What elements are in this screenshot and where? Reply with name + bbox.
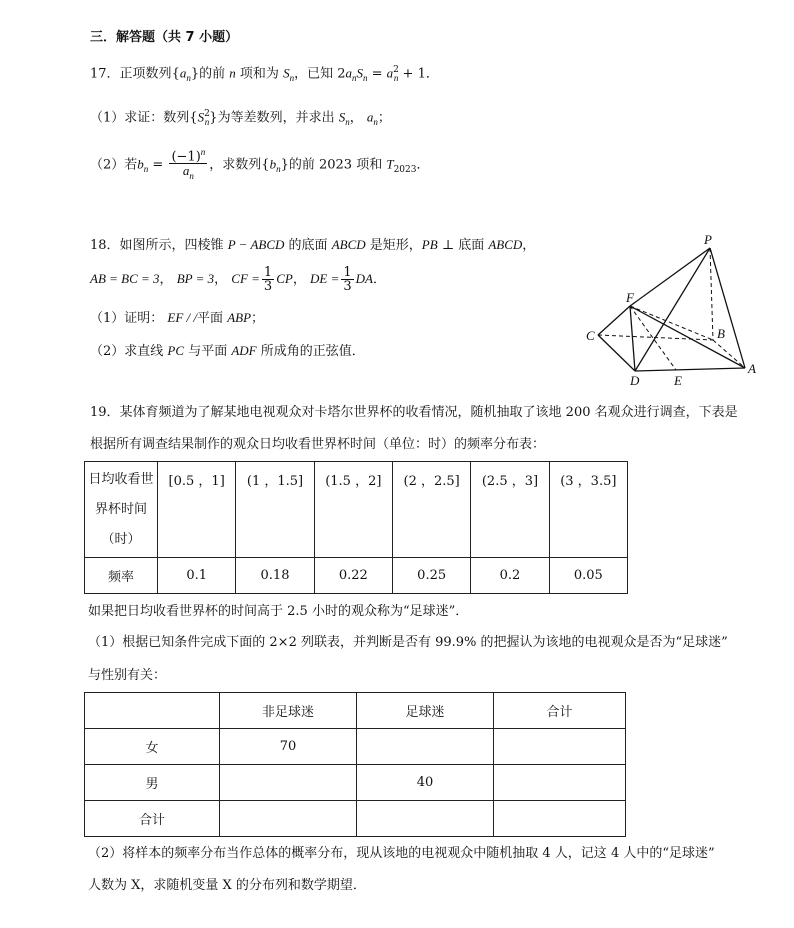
frequency-cell: 0.22 [314,558,392,594]
label-b: B [717,326,725,341]
q18-part1-text: ； [251,311,265,326]
q19-line2: 根据所有调查结果制作的观众日均收看世界杯时间（单位：时）的频率分布表： [90,437,546,452]
edge-cb-hidden [598,335,713,340]
q18-part2 [90,342,365,361]
q18-text: ， [292,272,306,287]
q19-part2-line1: （2）将样本的频率分布当作总体的概率分布，现从该地的电视观众中随机抽取 4 人，记这 4 人中的“足球迷” [88,846,715,861]
q18-ab-bc: AB = BC = 3 [90,271,160,286]
contingency-cell: 40 [357,765,494,801]
contingency-table [84,692,626,837]
label-f: F [626,290,634,305]
q18-part2-text: 所成角的正弦值． [260,344,365,359]
q17-part2: （2）若$b_n$ = $\frac{(-1)^n}{a_n}$ ，求数列$\{b_n\}$的前 2023 项和 $T_{2023}$． [90,146,430,184]
frequency-cell: 0.18 [236,558,314,594]
header-line: （时） [101,531,141,547]
q18-fraction-de: $\frac{1}{3}$ [343,265,352,294]
q17-stem-text: 项和为 [239,66,279,82]
frequency-cell: 0.2 [471,558,549,594]
contingency-row-total [85,801,626,837]
q19-part1-line1: （1）根据已知条件完成下面的 2×2 列联表，并判断是否有 99.9% 的把握认为该地的电视观众是否为“足球迷” [88,635,728,650]
q18-abp: ABP [227,310,252,325]
q18-da: DA [355,271,373,286]
q18-text: 是矩形， [369,238,422,253]
q17-part1-text: ； [377,110,391,126]
q17-part2-text: 的前 2023 项和 [288,157,383,173]
q18-cp: CP [276,271,293,286]
label-p: P [704,232,712,247]
contingency-cell [494,801,626,837]
edge-cd [598,335,635,371]
q17-fraction: $\frac{(-1)^n}{a_n}$ [171,147,206,181]
q18-part2-text: 与平面 [188,344,228,359]
q17-part2-text: （2）若 [90,157,138,173]
contingency-header: 合计 [494,693,626,729]
q19-part1-line2: 与性别有关： [88,668,167,683]
pyramid-figure [580,228,770,388]
interval-cell: (2.5 ，3] [471,462,549,558]
contingency-cell [494,729,626,765]
q18-part2-text: （2）求直线 [90,344,164,359]
q17-stem-text: 的前 [199,66,226,82]
frequency-table [84,461,628,594]
contingency-cell [220,801,357,837]
q17-part1: （1）求证：数列$\{S^2_n\}$为等差数列，并求出 $S_n$， $a_n$； [90,109,391,127]
q17-stem-text: ，已知 [294,66,334,82]
q18-ef: EF / / [167,310,198,325]
edge-pb-hidden [710,248,713,340]
contingency-row-male [85,765,626,801]
q18-number: 18． [90,238,120,253]
q17-part1-text: 为等差数列，并求出 [217,110,335,126]
q18-fraction-cf: $\frac{1}{3}$ [263,265,273,294]
contingency-cell [494,765,626,801]
q17-part1-text: ， [349,110,363,126]
q17-part1-text: （1）求证：数列 [90,110,190,126]
edge-fc [598,306,630,335]
q19-text: 某体育频道为了解某地电视观众对卡塔尔世界杯的收看情况，随机抽取了该地 200 名观众进行调查，下表是 [119,405,738,420]
contingency-row-label: 男 [85,765,220,801]
interval-cell: (3 ，3.5] [549,462,627,558]
interval-cell: (2 ，2.5] [392,462,470,558]
q18-text: 的底面 [288,238,328,253]
q18-line1: 18．如图所示，四棱锥 P − ABCD 的底面 ABCD 是矩形，PB ⊥ 底面 ABCD， [90,237,536,253]
edge-pd [635,248,710,371]
q18-text: ． [372,272,386,287]
header-line: 日均收看世 [88,471,154,487]
q19-line1 [90,404,738,422]
q18-de: DE = [309,271,340,286]
edge-fd [630,306,635,371]
contingency-cell [220,765,357,801]
frequency-cell: 0.05 [549,558,627,594]
q17-part2-text: ． [416,157,430,173]
frequency-table-header-row [85,462,628,558]
header-line: 界杯时间 [94,501,147,517]
frequency-cell: 0.1 [158,558,236,594]
q17-stem: 17．正项数列$\{a_n\}$的前 n 项和为 $S_n$，已知 $2a_nS_n = a^2_n + 1$． [90,65,439,83]
edge-da [635,368,745,371]
q18-line2 [90,266,386,293]
label-d: D [630,373,640,388]
q18-part1 [90,309,264,328]
edge-pa [710,248,745,368]
contingency-header [85,693,220,729]
q18-text: 底面 [458,238,485,253]
q19-part2-line2: 人数为 X，求随机变量 X 的分布列和数学期望． [88,878,366,893]
q19-definition: 如果把日均收看世界杯的时间高于 2.5 小时的观众称为“足球迷”． [88,604,469,619]
frequency-table-values-row [85,558,628,594]
label-c: C [586,328,595,343]
contingency-row-label: 女 [85,729,220,765]
frequency-table-header [85,462,158,558]
contingency-header-row [85,693,626,729]
edge-pf [630,248,710,306]
contingency-header: 非足球迷 [220,693,357,729]
q18-text: ， [522,238,536,253]
contingency-cell: 70 [220,729,357,765]
frequency-cell: 0.25 [392,558,470,594]
contingency-cell [357,801,494,837]
q18-bp: BP = 3 [176,271,215,286]
interval-cell: (1 ，1.5] [236,462,314,558]
interval-cell: [0.5 ，1] [158,462,236,558]
contingency-row-female [85,729,626,765]
q17-part2-text: ，求数列 [209,157,262,173]
label-a: A [748,361,756,376]
q18-text: 如图所示，四棱锥 [119,238,224,253]
q18-part1-text: 平面 [197,311,224,326]
q18-text: ， [214,272,228,287]
q18-cf: CF = [231,271,260,286]
contingency-cell [357,729,494,765]
contingency-header: 足球迷 [357,693,494,729]
q18-part1-text: （1）证明： [90,311,164,326]
interval-cell: (1.5 ，2] [314,462,392,558]
frequency-row-label: 频率 [85,558,158,594]
q18-text: ， [159,272,173,287]
q17-number: 17． [90,66,120,82]
q18-pc: PC [167,343,185,358]
section-heading: 三．解答题（共 7 小题） [90,30,239,45]
q18-adf: ADF [231,343,257,358]
contingency-row-label: 合计 [85,801,220,837]
label-e: E [674,373,682,388]
q19-number: 19． [90,405,120,420]
q17-stem-text: 正项数列 [119,66,172,82]
